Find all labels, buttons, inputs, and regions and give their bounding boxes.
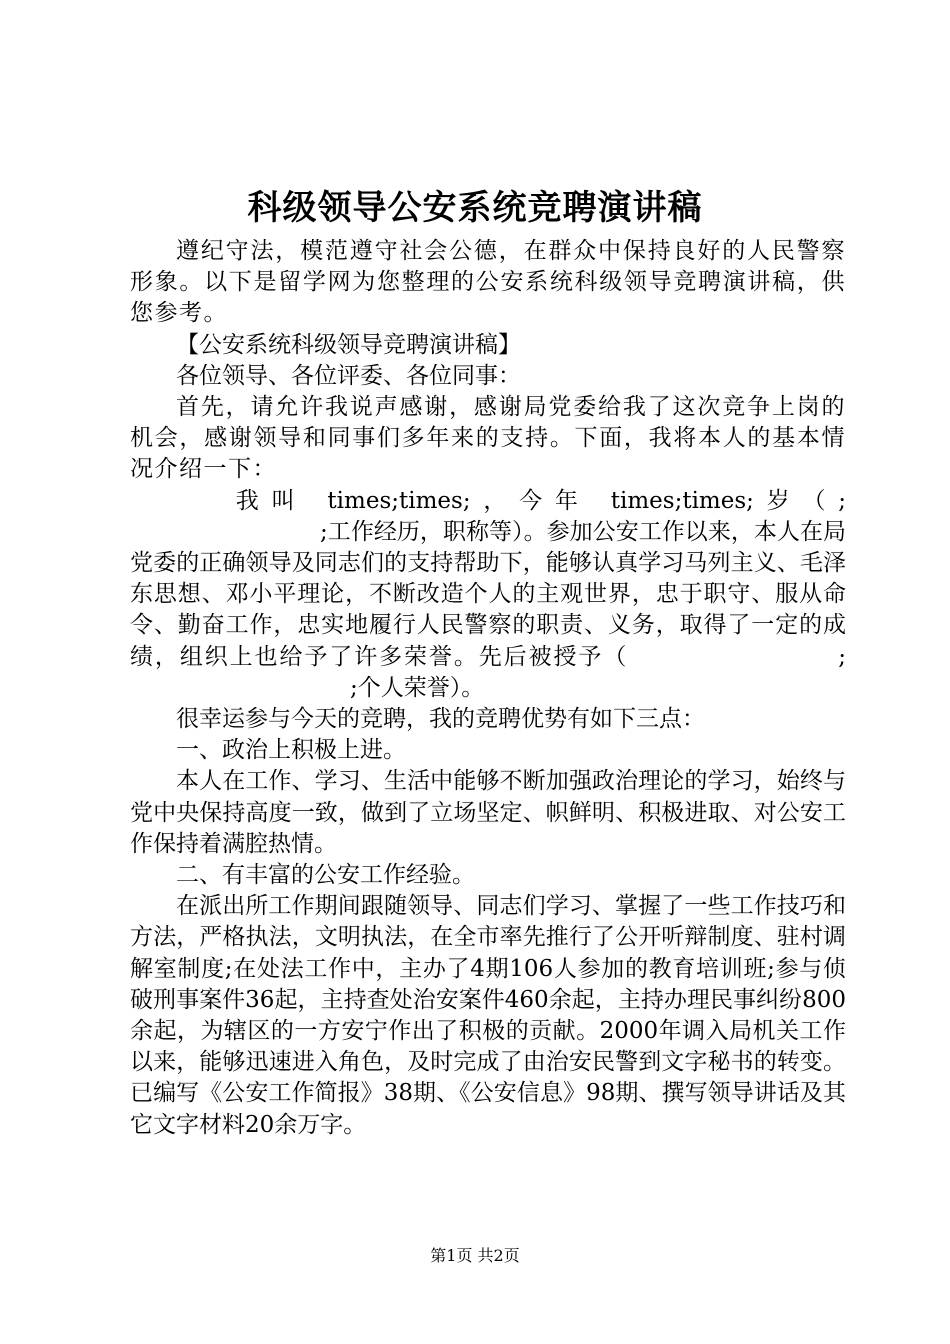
paragraph-advantages: 很幸运参与今天的竞聘，我的竞聘优势有如下三点： bbox=[176, 706, 705, 733]
self-intro-part-1: 我叫 times;times;，今年 times;times;岁（; bbox=[235, 487, 846, 514]
self-intro-part-3: ; bbox=[838, 643, 846, 670]
paragraph-point-1-body: 本人在工作、学习、生活中能够不断加强政治理论的学习，始终与党中央保持高度一致，做到了立场坚定、帜鲜明、积极进取、对公安工作保持着满腔热情。 bbox=[130, 768, 846, 857]
paragraph-point-2-body: 在派出所工作期间跟随领导、同志们学习、掌握了一些工作技巧和方法，严格执法，文明执法，在全市率先推行了公开听辩制度、驻村调解室制度;在处法工作中，主办了4期106人参加的教育培训班;参与侦破刑事案件36起，主持查处治安案件460余起，主持办理民事纠纷800余起，为辖区的一方安宁作出了积极的贡献。2000年调入局机关工作以来，能够迅速进入角色，及时完成了由治安民警到文字秘书的转变。已编写《公安工作简报》38期、《公安信息》98期、撰写领导讲话及其它文字材料20余万字。 bbox=[130, 893, 846, 1138]
document-body bbox=[130, 236, 846, 1141]
paragraph-thanks: 首先，请允许我说声感谢，感谢局党委给我了这次竞争上岗的机会，感谢领导和同事们多年来的支持。下面，我将本人的基本情况介绍一下： bbox=[130, 394, 846, 483]
document-title: 科级领导公安系统竞聘演讲稿 bbox=[247, 188, 703, 228]
paragraph-salutation: 各位领导、各位评委、各位同事： bbox=[176, 362, 521, 389]
paragraph-point-1-heading: 一、政治上积极上进。 bbox=[176, 737, 406, 764]
paragraph-self-intro bbox=[130, 486, 846, 704]
page-footer: 第1页 共2页 bbox=[430, 1246, 520, 1265]
paragraph-point-2-heading: 二、有丰富的公安工作经验。 bbox=[176, 862, 475, 889]
self-intro-part-4: ;个人荣誉）。 bbox=[350, 674, 485, 701]
paragraph-heading: 【公安系统科级领导竞聘演讲稿】 bbox=[176, 331, 521, 358]
self-intro-part-2: ;工作经历，职称等）。参加公安工作以来，本人在局党委的正确领导及同志们的支持帮助下，能够认真学习马列主义、毛泽东思想、邓小平理论，不断改造个人的主观世界，忠于职守、服从命令、勤奋工作，忠实地履行人民警察的职责、义务，取得了一定的成绩，组织上也给予了许多荣誉。先后被授予（ bbox=[130, 518, 846, 670]
paragraph-intro: 遵纪守法，模范遵守社会公德，在群众中保持良好的人民警察形象。以下是留学网为您整理的公安系统科级领导竞聘演讲稿，供您参考。 bbox=[130, 238, 846, 327]
